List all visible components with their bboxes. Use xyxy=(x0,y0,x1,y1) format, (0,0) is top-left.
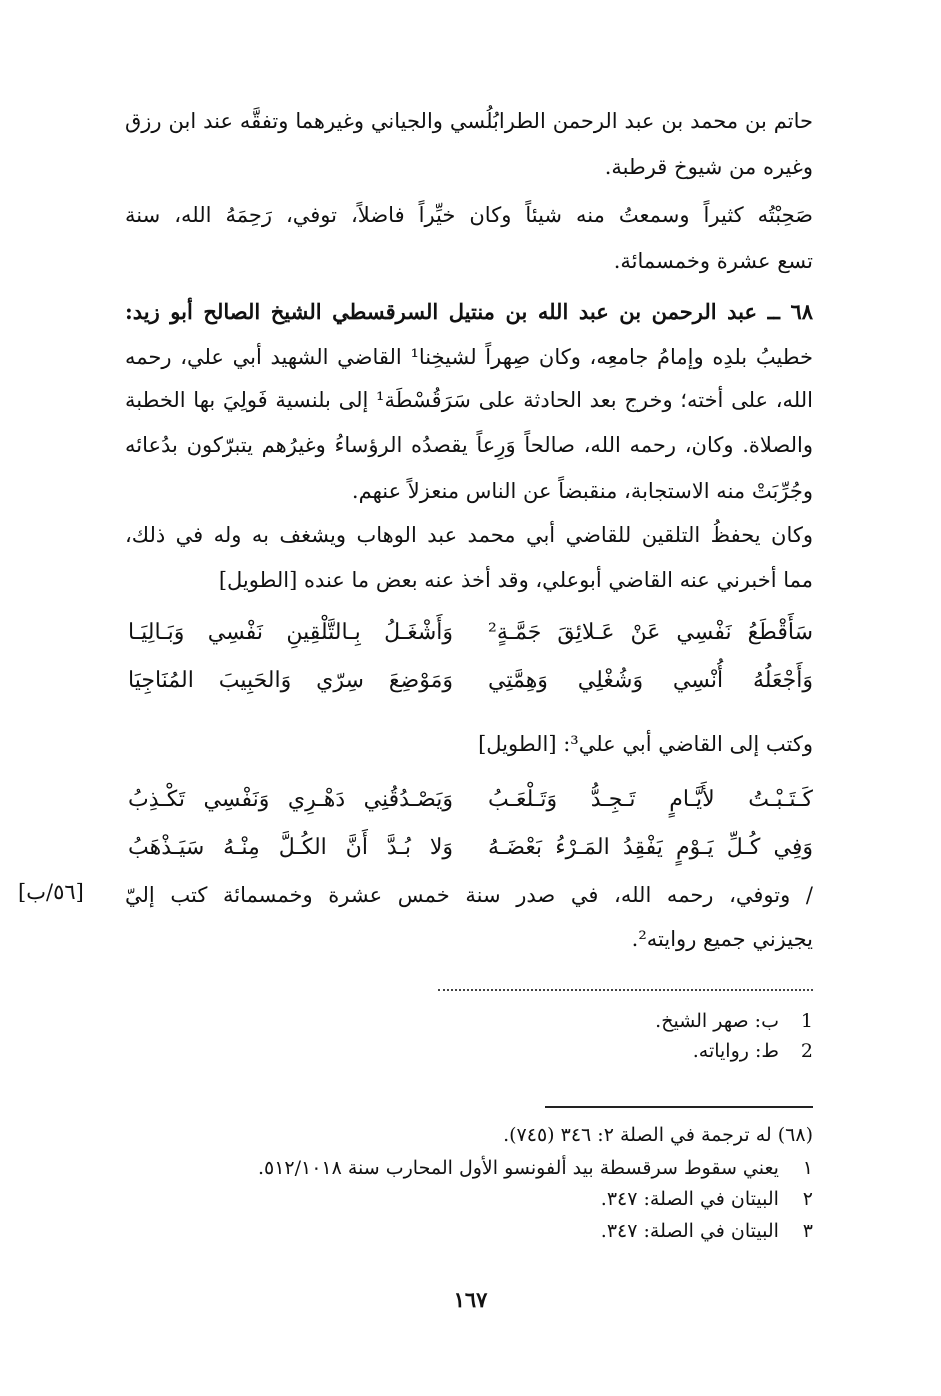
body-line: حاتم بن محمد بن عبد الرحمن الطرابُلُسي والجياني وغيرهما وتفقَّه عند ابن رزق xyxy=(125,109,813,133)
body-line: خطيبُ بلدِه وإمامُ جامعِه، وكان صِهراً لشيخِنا¹ القاضي الشهيد أبي علي، رحمه xyxy=(125,345,813,369)
note-number: ١ xyxy=(802,1157,813,1179)
body-line: وكتب إلى القاضي أبي علي³: [الطويل] xyxy=(478,732,813,756)
variant-note xyxy=(125,1008,813,1034)
poem-hemistich: وَمَوْضِعَ سِرّي وَالحَبِيبَ المُنَاجِيَا xyxy=(128,668,453,693)
page-number: ١٦٧ xyxy=(453,1287,488,1312)
poem-hemistich: وَأَشْغَـلُ بِـالتَّلْقِينِ نَفْسِي وَبَـالِيَـا xyxy=(128,620,453,645)
margin-folio-marker: [٥٦/ب] xyxy=(18,880,84,904)
note-text: البيتان في الصلة: ٣٤٧. xyxy=(600,1188,779,1210)
body-line: وجُرِّبَتْ منه الاستجابة، منقبضاً عن الناس منعزلاً عنهم. xyxy=(351,479,813,503)
body-line: يجيزني جميع روايته². xyxy=(631,927,813,951)
body-line: تسع عشرة وخمسمائة. xyxy=(613,249,813,273)
note-number: ٣ xyxy=(802,1220,813,1242)
variant-note xyxy=(125,1038,813,1064)
poem-hemistich: وَيَصْـدُقُنِي دَهْـرِي وَنَفْسِي تَكْـذِبُ xyxy=(128,787,453,812)
note-number: ٢ xyxy=(802,1188,813,1210)
body-line: / وتوفي، رحمه الله، في صدر سنة خمس عشرة وخمسمائة كتب إليّ xyxy=(125,883,813,907)
body-line: والصلاة. وكان، رحمه الله، صالحاً وَرِعاً يقصدُه الرؤساءُ وغيرُهم يتبرّكون بدُعائه xyxy=(125,433,813,457)
note-number: 1 xyxy=(800,1010,813,1032)
entry-heading: ٦٨ ــ عبد الرحمن بن عبد الله بن منتيل السرقسطي الشيخ الصالح أبو زيد: xyxy=(125,299,813,324)
footnote xyxy=(125,1122,813,1148)
body-line: الله، على أخته؛ وخرج بعد الحادثة على سَرَقُسْطَة¹ إلى بلنسية فَولِيَ بها الخطبة xyxy=(125,388,813,412)
note-number: (٦٨) xyxy=(777,1124,813,1146)
footnote xyxy=(125,1218,813,1244)
note-text: له ترجمة في الصلة ٢: ٣٤٦ (٧٤٥). xyxy=(503,1124,772,1146)
note-number: 2 xyxy=(800,1040,813,1062)
note-text: يعني سقوط سرقسطة بيد ألفونسو الأول المحارب سنة ٥١٢/١٠١٨. xyxy=(257,1157,779,1179)
poem-hemistich: وَفِي كُـلِّ يَـوْمٍ يَفْقِدُ المَـرْءُ بَعْضَـهُ xyxy=(488,835,813,860)
note-text: ط: رواياته. xyxy=(692,1040,779,1062)
note-text: البيتان في الصلة: ٣٤٧. xyxy=(600,1220,779,1242)
body-line: وكان يحفظُ التلقين للقاضي أبي محمد عبد الوهاب ويشغف به وله في ذلك، xyxy=(125,523,813,547)
footnote xyxy=(125,1155,813,1181)
body-line: صَحِبْتُه كثيراً وسمعتُ منه شيئاً وكان خيِّراً فاضلاً، توفي، رَحِمَهُ الله، سنة xyxy=(125,203,813,227)
footnote xyxy=(125,1186,813,1212)
dotted-separator xyxy=(438,989,813,991)
poem-hemistich: سَأَقْطَعُ نَفْسِي عَنْ عَـلائِقَ جَمَّـةٍ² xyxy=(488,620,813,645)
note-text: ب: صهر الشيخ. xyxy=(655,1010,779,1032)
body-line: وغيره من شيوخ قرطبة. xyxy=(604,155,813,179)
footnote-rule xyxy=(545,1106,813,1108)
body-line: مما أخبرني عنه القاضي أبوعلي، وقد أخذ عنه بعض ما عنده [الطويل] xyxy=(218,568,813,592)
poem-hemistich: وَأَجْعَلُهُ أُنْسِي وَشُغْلِي وَهِمَّتِي xyxy=(488,668,813,693)
poem-hemistich: كَـتَـبْـتُ لأَيَّـامٍ تَـجِـدُّ وَتَـلْعَـبُ xyxy=(488,787,813,812)
poem-hemistich: وَلا بُـدَّ أَنَّ الكُـلَّ مِنْـهُ سَيَـذْهَبُ xyxy=(128,835,453,860)
